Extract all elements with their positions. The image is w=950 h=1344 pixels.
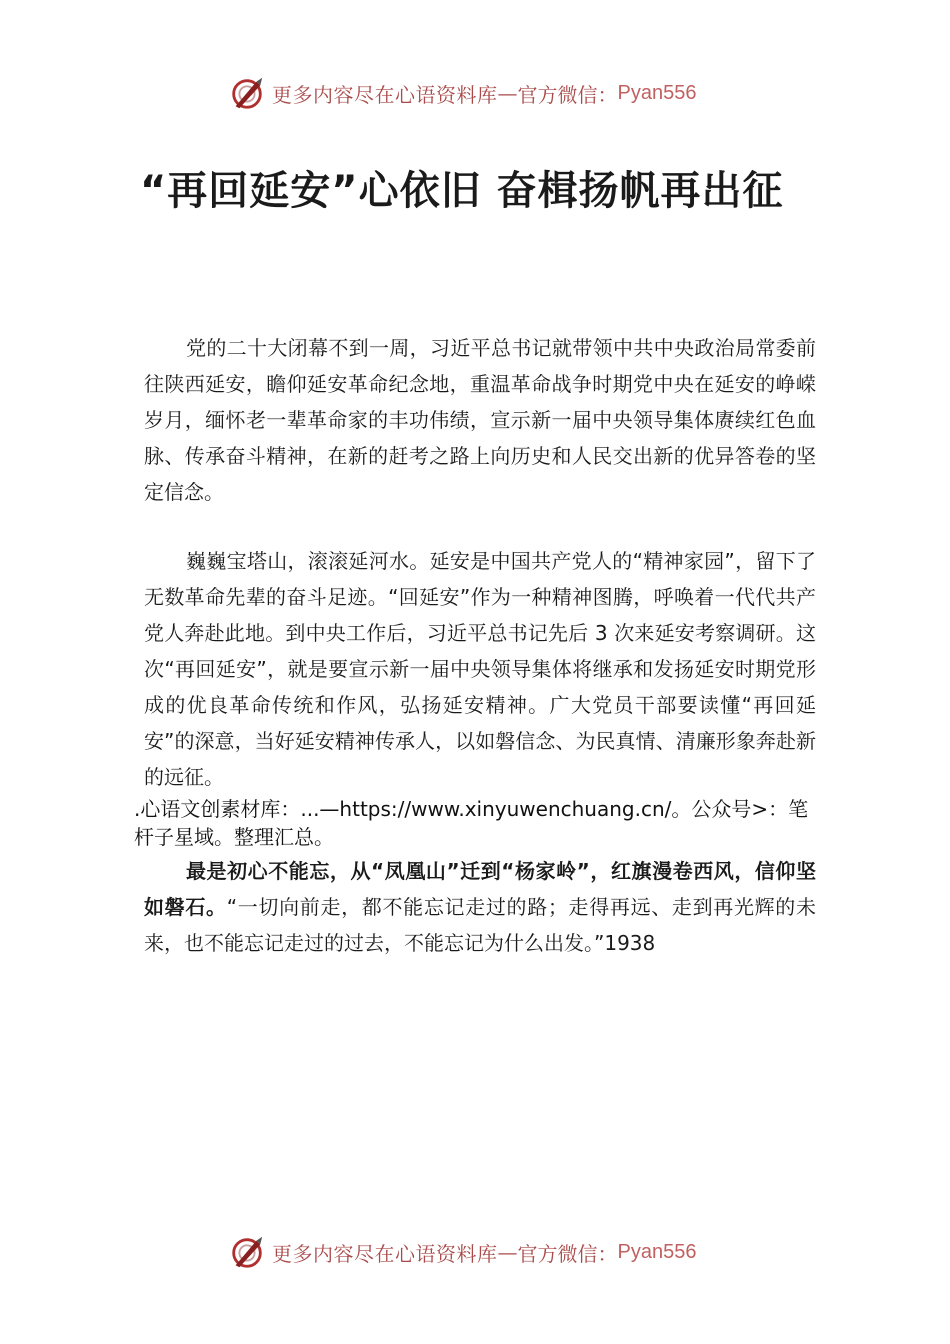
banner-wechat-label: 官方微信： — [517, 1241, 618, 1266]
footer-banner — [228, 1232, 748, 1272]
paragraph-3-bold-lead: 最是初心不能忘，从“凤凰山”迁到“杨家岭”，红旗漫卷西风，信仰坚如磐石。 — [144, 859, 816, 919]
source-note: .心语文创素材库：...—https://www.xinyuwenchuang.cn/。公众号>：笔杆子星域。整理汇总。 — [134, 797, 809, 849]
banner-wechat-id: Pyan556 — [617, 1240, 697, 1263]
pen-nib-logo-icon — [228, 74, 266, 112]
paragraph-2: 巍巍宝塔山，滚滚延河水。延安是中国共产党人的“精神家园”，留下了无数革命先辈的奋斗足迹。“回延安”作为一种精神图腾，呼唤着一代代共产党人奔赴此地。到中央工作后，习近平总书记先后 3 次来延安考察调研。这次“再回延安”，就是要宣示新一届中央领导集体将继承和发扬延安时期党形成的优良革命传统和作风，弘扬延安精神。广大党员干部要读懂“再回延安”的深意，当好延安精神传承人，以如磐信念、为民真情、清廉形象奔赴新的远征。 — [144, 549, 816, 789]
header-banner — [228, 73, 748, 113]
article-title: “再回延安”心依旧 奋楫扬帆再出征 — [140, 168, 784, 214]
banner-separator: — — [497, 1240, 518, 1264]
banner-wechat-label: 官方微信： — [517, 82, 618, 107]
paragraph-1: 党的二十大闭幕不到一周，习近平总书记就带领中共中央政治局常委前往陕西延安，瞻仰延安革命纪念地，重温革命战争时期党中央在延安的峥嵘岁月，缅怀老一辈革命家的丰功伟绩，宣示新一届中央领导集体赓续红色血脉、传承奋斗精神，在新的赶考之路上向历史和人民交出新的优异答卷的坚定信念。 — [144, 336, 816, 504]
pen-nib-logo-icon — [228, 1233, 266, 1271]
banner-separator: — — [497, 81, 518, 105]
banner-wechat-id: Pyan556 — [617, 81, 697, 104]
paragraph-3 — [144, 853, 816, 961]
banner-text: 更多内容尽在心语资料库 — [272, 82, 498, 107]
paragraph-3-quote: “一切向前走，都不能忘记走过的路；走得再远、走到再光辉的未来，也不能忘记走过的过去，不能忘记为什么出发。”1938 — [144, 895, 816, 955]
banner-text: 更多内容尽在心语资料库 — [272, 1241, 498, 1266]
